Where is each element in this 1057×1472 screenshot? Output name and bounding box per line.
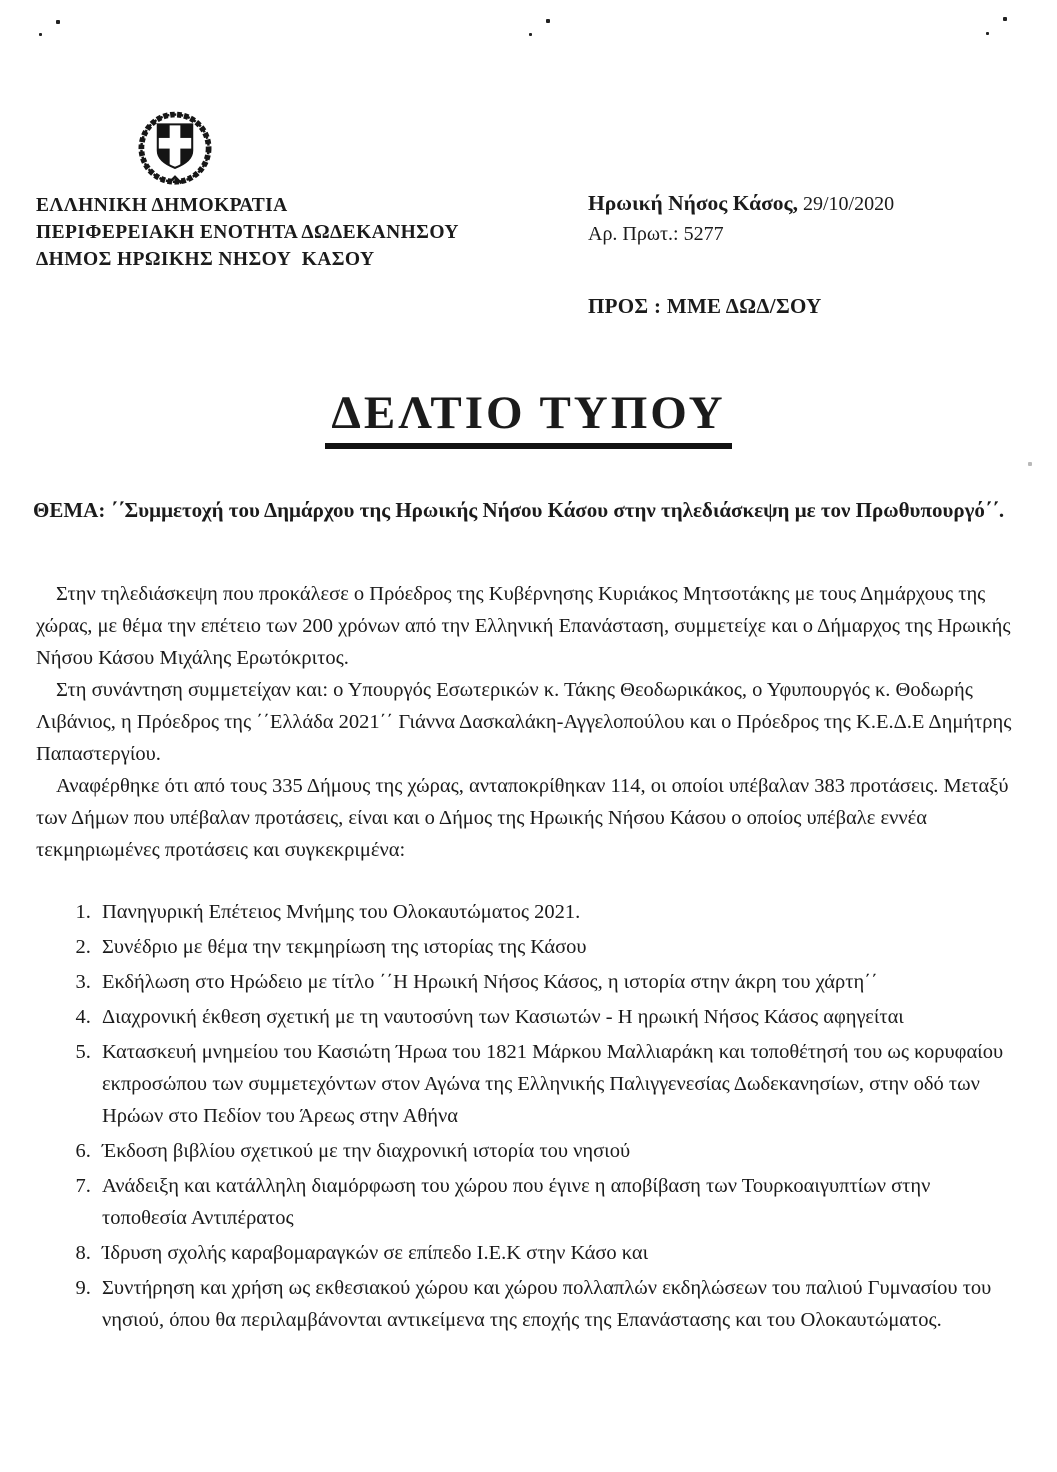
place-label: Ηρωική Νήσος Κάσος, [588, 191, 798, 215]
scan-speck [546, 19, 550, 23]
scan-speck [1028, 462, 1032, 466]
title-row [0, 386, 1057, 449]
body-text [36, 578, 1018, 1339]
subject-line: ΘΕΜΑ: ΄΄Συμμετοχή του Δημάρχου της Ηρωικής Νήσου Κάσου στην τηλεδιάσκεψη με τον Πρωθυπουργό΄΄. [33, 498, 1005, 522]
page-title: ΔΕΛΤΙΟ ΤΥΠΟΥ [325, 386, 731, 449]
authority-line-republic: ΕΛΛΗΝΙΚΗ ΔΗΜΟΚΡΑΤΙΑ [36, 195, 288, 216]
place-date-line [588, 190, 894, 217]
protocol-number: Αρ. Πρωτ.: 5277 [588, 223, 724, 245]
list-item: 4. Διαχρονική έκθεση σχετική με τη ναυτοσύνη των Κασιωτών - Η ηρωική Νήσος Κάσος αφηγείται [96, 1001, 1018, 1033]
scan-speck [986, 32, 989, 35]
document-date: 29/10/2020 [802, 193, 895, 215]
scan-speck [529, 33, 532, 36]
scan-speck [1003, 17, 1007, 21]
list-item: 1. Πανηγυρική Επέτειος Μνήμης του Ολοκαυτώματος 2021. [96, 896, 1018, 928]
scan-speck [39, 33, 42, 36]
list-item: 9. Συντήρηση και χρήση ως εκθεσιακού χώρου και χώρου πολλαπλών εκδηλώσεων του παλιού Γυμνασίου του νησιού, όπου θα περιλαμβάνονται αντικείμενα της εποχής της Επανάστασης και του Ολοκαυτώματος. [96, 1272, 1018, 1336]
reference-block [588, 190, 894, 319]
authority-line-regional-unit: ΠΕΡΙΦΕΡΕΙΑΚΗ ΕΝΟΤΗΤΑ ΔΩΔΕΚΑΝΗΣΟΥ [36, 222, 459, 243]
list-item: 2. Συνέδριο με θέμα την τεκμηρίωση της ιστορίας της Κάσου [96, 931, 1018, 963]
recipient-line: ΠΡΟΣ : ΜΜΕ ΔΩΔ/ΣΟΥ [588, 294, 822, 318]
authority-line-municipality: ΔΗΜΟΣ ΗΡΩΙΚΗΣ ΝΗΣΟΥ ΚΑΣΟΥ [36, 249, 375, 270]
list-item: 6. Έκδοση βιβλίου σχετικού με την διαχρονική ιστορία του νησιού [96, 1135, 1018, 1167]
list-item: 3. Εκδήλωση στο Ηρώδειο με τίτλο ΄΄Η Ηρωική Νήσος Κάσος, η ιστορία στην άκρη του χάρτη΄΄ [96, 966, 1018, 998]
proposals-list [36, 896, 1018, 1336]
scan-speck [56, 20, 60, 24]
greek-coat-of-arms-icon [134, 108, 216, 190]
issuing-authority-block [36, 192, 459, 273]
paragraph: Στη συνάντηση συμμετείχαν και: ο Υπουργός Εσωτερικών κ. Τάκης Θεοδωρικάκος, ο Υφυπουργός κ. Θοδωρής Λιβάνιος, η Πρόεδρος της ΄΄Ελλάδα 2021΄΄ Γιάννα Δασκαλάκη-Αγγελοπούλου και ο Πρόεδρος της Κ.Ε.Δ.Ε Δημήτρης Παπαστεργίου. [36, 679, 1012, 765]
paragraph: Στην τηλεδιάσκεψη που προκάλεσε ο Πρόεδρος της Κυβέρνησης Κυριάκος Μητσοτάκης με τους Δημάρχους της χώρας, με θέμα την επέτειο των 200 χρόνων από την Ελληνική Επανάσταση, συμμετείχε και ο Δήμαρχος της Ηρωικής Νήσου Κάσου Μιχάλης Ερωτόκριτος. [36, 583, 1011, 669]
list-item: 7. Ανάδειξη και κατάλληλη διαμόρφωση του χώρου που έγινε η αποβίβαση των Τουρκοαιγυπτίων στην τοποθεσία Αντιπέρατος [96, 1170, 1018, 1234]
list-item: 8. Ίδρυση σχολής καραβομαραγκών σε επίπεδο Ι.Ε.Κ στην Κάσο και [96, 1237, 1018, 1269]
paragraph: Αναφέρθηκε ότι από τους 335 Δήμους της χώρας, ανταποκρίθηκαν 114, οι οποίοι υπέβαλαν 383 προτάσεις. Μεταξύ των Δήμων που υπέβαλαν προτάσεις, είναι και ο Δήμος της Ηρωικής Νήσου Κάσου ο οποίος υπέβαλε εννέα τεκμηριωμένες προτάσεις και συγκεκριμένα: [36, 775, 1009, 861]
list-item: 5. Κατασκευή μνημείου του Κασιώτη Ήρωα του 1821 Μάρκου Μαλλιαράκη και τοποθέτησή του ως κορυφαίου εκπροσώπου των συμμετεχόντων στον Αγώνα της Ελληνικής Παλιγγενεσίας Δωδεκανησίων, στην οδό των Ηρώων στο Πεδίον του Άρεως στην Αθήνα [96, 1036, 1018, 1132]
